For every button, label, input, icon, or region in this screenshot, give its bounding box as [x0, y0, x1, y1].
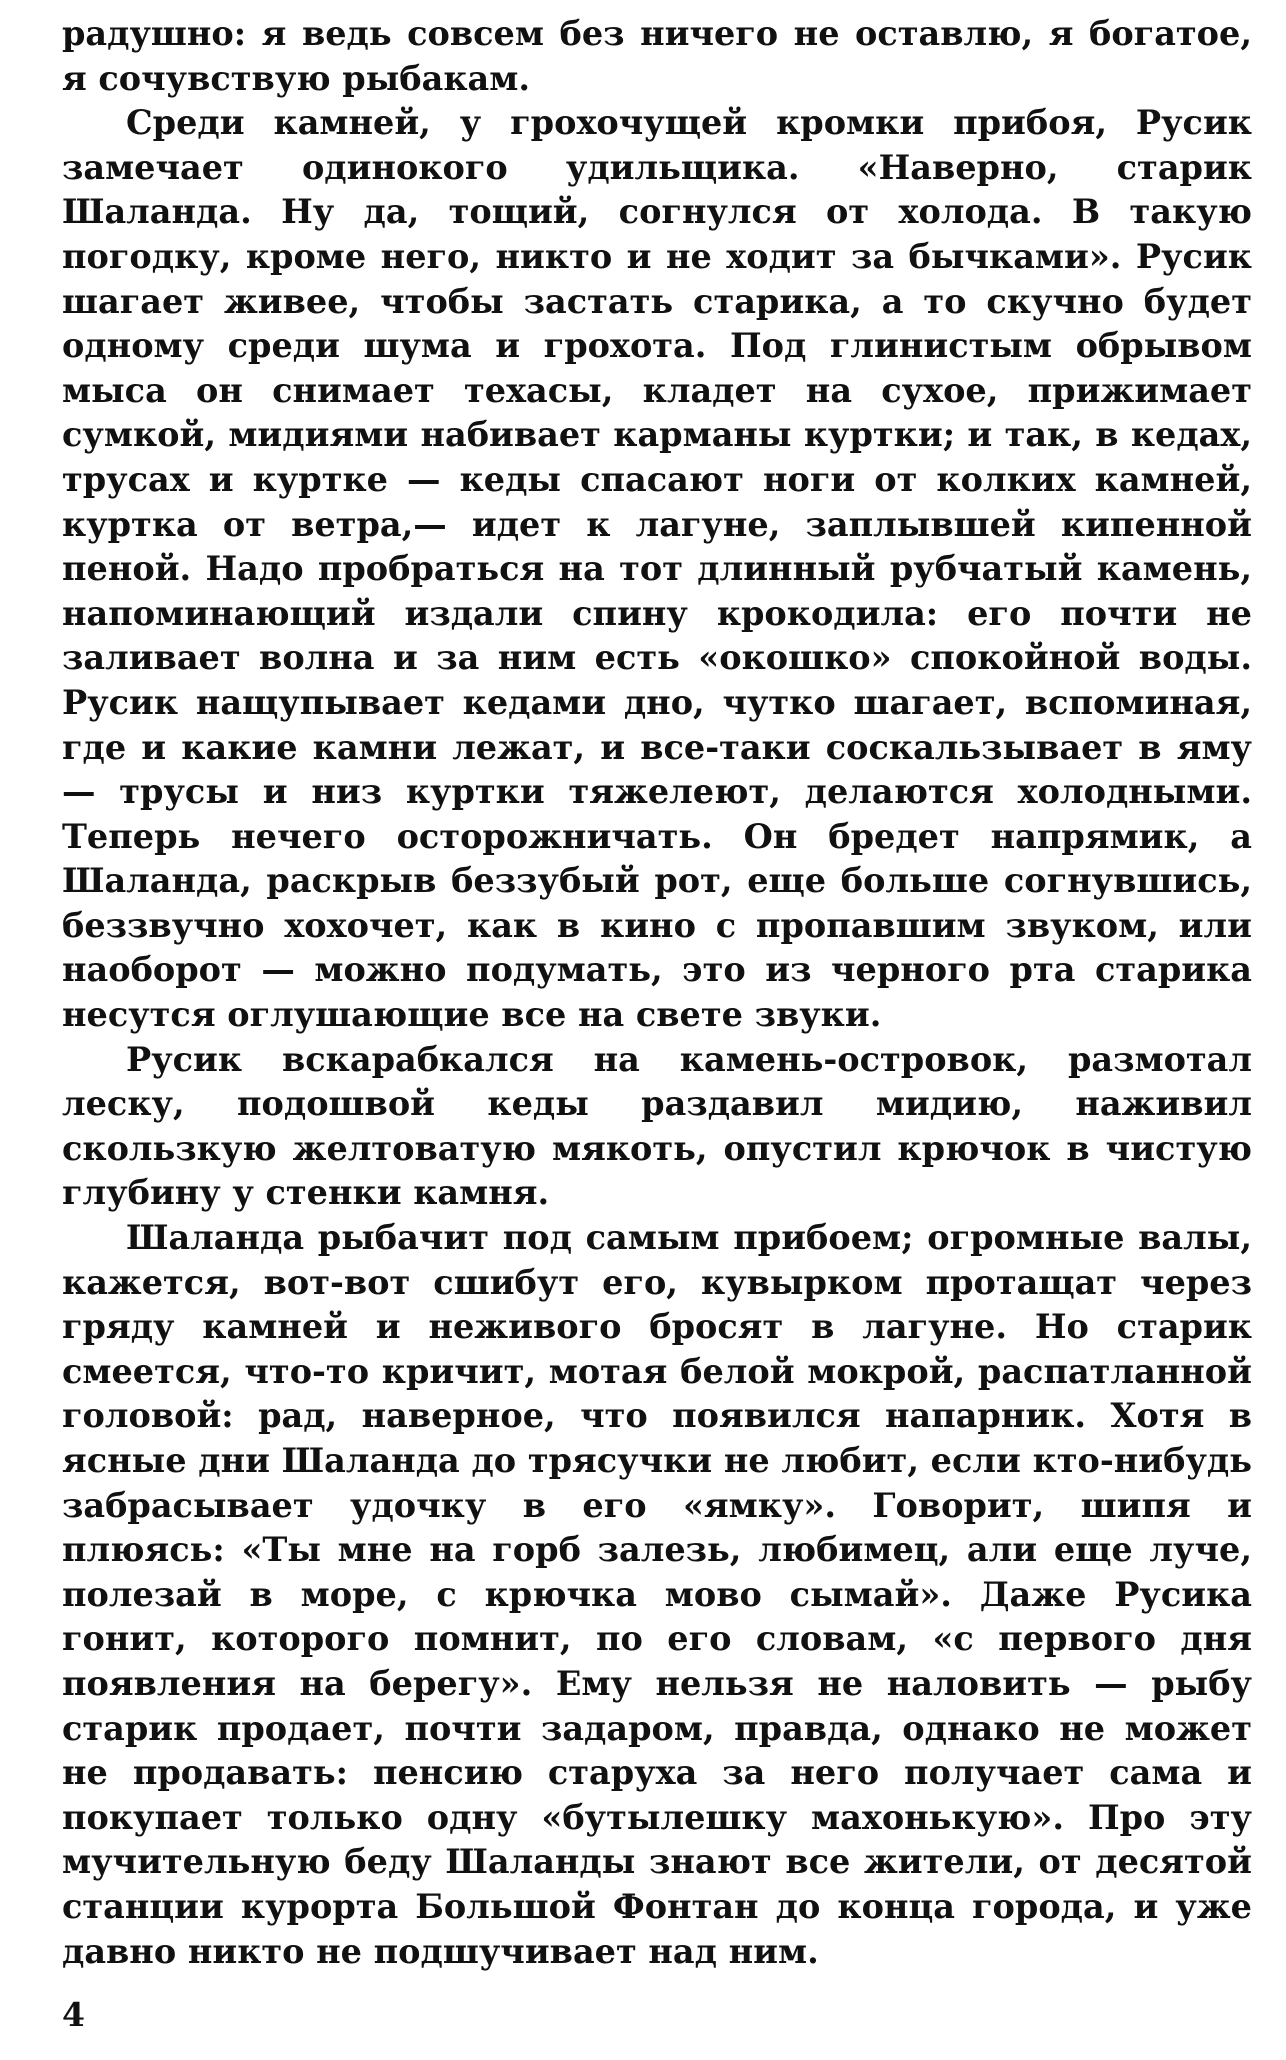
paragraph-shalanda: Шаланда рыбачит под самым прибоем; огромные валы, кажется, вот-вот сшибут его, кувырком протащат через гряду камней и неживого бросят в лагуне. Но старик смеется, что-то кричит, мотая белой мокрой, распатланной головой: рад, наверное, что появился напарник. Хотя в ясные дни Шаланда до трясучки не любит, если кто-нибудь забрасывает удочку в его «ямку». Говорит, шипя и плюясь: «Ты мне на горб залезь, любимец, али еще луче, полезай в море, с крючка мово сымай». Даже Русика гонит, которого помнит, по его словам, «с первого дня появления на берегу». Ему нельзя не наловить — рыбу старик продает, почти задаром, правда, однако не может не продавать: пенсию старуха за него получает сама и покупает только одну «бутылешку махонькую». Про эту мучительную беду Шаланды знают все жители, от десятой станции курорта Большой Фонтан до конца города, и уже давно никто не подшучивает над ним.	[62, 1218, 1252, 1971]
paragraph-rusik-fishing: Русик вскарабкался на камень-островок, размотал леску, подошвой кеды раздавил мидию, наживил скользкую желтоватую мякоть, опустил крючок в чистую глубину у стенки камня.	[62, 1039, 1252, 1213]
paragraph-continuation: радушно: я ведь совсем без ничего не оставлю, я богатое, я сочувствую рыбакам.	[62, 14, 1252, 98]
book-page	[62, 12, 1252, 1974]
page-number: 4	[62, 1995, 85, 2034]
paragraph-rusik-on-shore: Среди камней, у грохочущей кромки прибоя, Русик замечает одинокого удильщика. «Наверно, старик Шаланда. Ну да, тощий, согнулся от холода. В такую погодку, кроме него, никто и не ходит за бычками». Русик шагает живее, чтобы застать старика, а то скучно будет одному среди шума и грохота. Под глинистым обрывом мыса он снимает техасы, кладет на сухое, прижимает сумкой, мидиями набивает карманы куртки; и так, в кедах, трусах и куртке — кеды спасают ноги от колких камней, куртка от ветра,— идет к лагуне, заплывшей кипенной пеной. Надо пробраться на тот длинный рубчатый камень, напоминающий издали спину крокодила: его почти не заливает волна и за ним есть «окошко» спокойной воды. Русик нащупывает кедами дно, чутко шагает, вспоминая, где и какие камни лежат, и все-таки соскальзывает в яму — трусы и низ куртки тяжелеют, делаются холодными. Теперь нечего осторожничать. Он бредет напрямик, а Шаланда, раскрыв беззубый рот, еще больше согнувшись, беззвучно хохочет, как в кино с пропавшим звуком, или наоборот — можно подумать, это из черного рта старика несутся оглушающие все на свете звуки.	[62, 103, 1252, 1035]
